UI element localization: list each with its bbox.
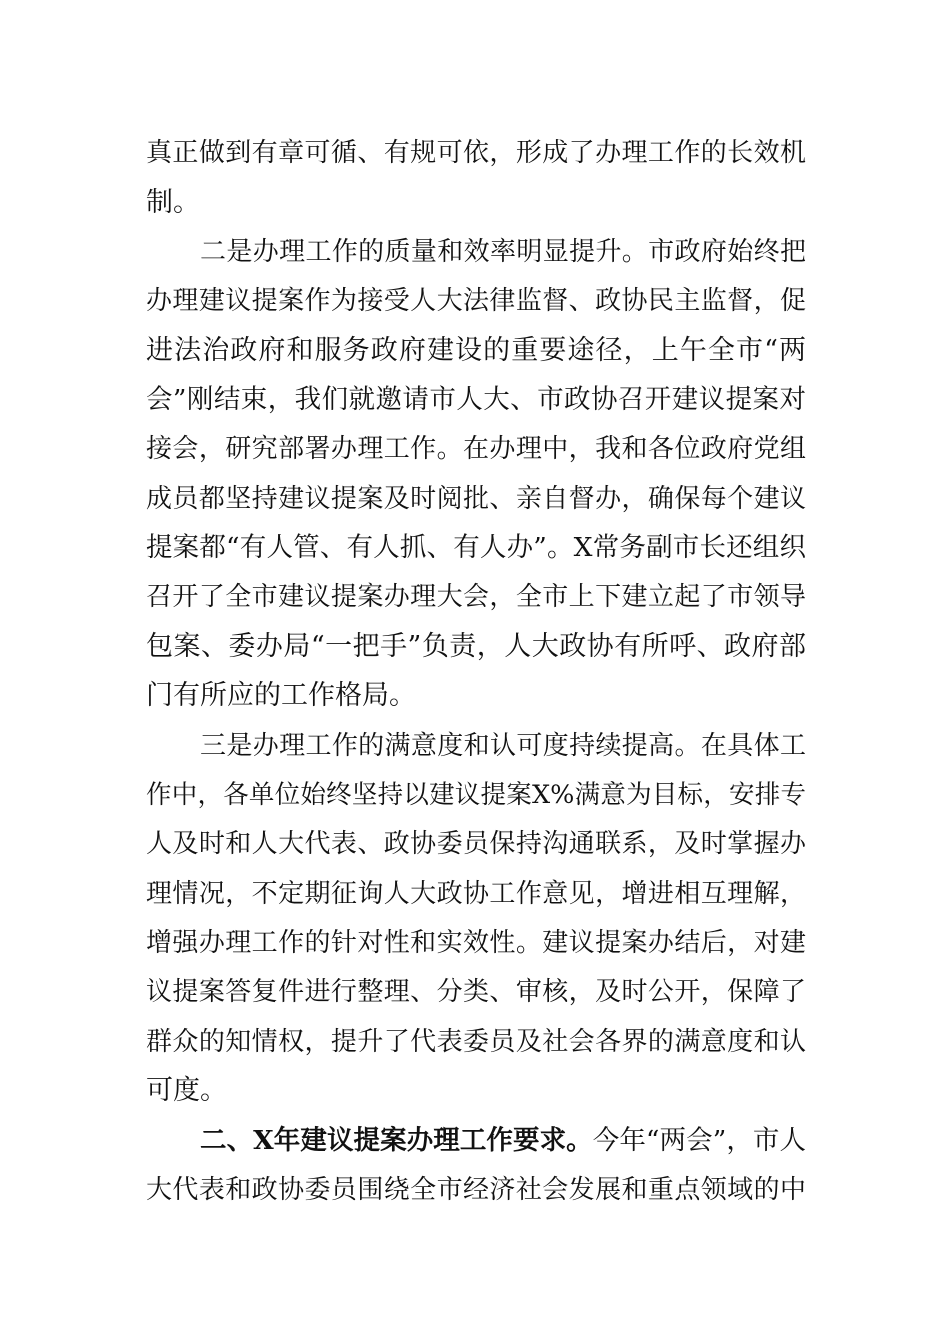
text-line: 提案都“有人管、有人抓、有人办”。X常务副市长还组织 [146, 532, 806, 563]
section-text: 今年“两会”，市人 [592, 1125, 806, 1156]
paragraph-heading-line: 二是办理工作的质量和效率明显提升。市政府始终把 [200, 237, 806, 267]
text-line: 成员都坚持建议提案及时阅批、亲自督办，确保每个建议 [146, 484, 806, 514]
text-line: 召开了全市建议提案办理大会，全市上下建立起了市领导 [146, 582, 806, 612]
text-line: 办理建议提案作为接受人大法律监督、政协民主监督，促 [146, 286, 806, 316]
section-heading-line [200, 1121, 806, 1161]
paragraph-heading-line: 三是办理工作的满意度和认可度持续提高。在具体工 [200, 731, 806, 761]
text-line: 进法治政府和服务政府建设的重要途径，上午全市“两 [146, 335, 806, 366]
text-line: 人及时和人大代表、政协委员保持沟通联系，及时掌握办 [146, 829, 806, 859]
text-line: 群众的知情权，提升了代表委员及社会各界的满意度和认 [146, 1027, 806, 1057]
text-line: 会”刚结束，我们就邀请市人大、市政协召开建议提案对 [146, 384, 806, 415]
text-line: 作中，各单位始终坚持以建议提案X%满意为目标，安排专 [146, 780, 806, 810]
section-heading: 二、X年建议提案办理工作要求。 [200, 1125, 593, 1156]
text-line: 议提案答复件进行整理、分类、审核，及时公开，保障了 [146, 977, 806, 1007]
text-line: 增强办理工作的针对性和实效性。建议提案办结后，对建 [146, 928, 806, 958]
text-line: 制。 [146, 187, 200, 218]
text-line: 包案、委办局“一把手”负责，人大政协有所呼、政府部 [146, 631, 806, 662]
text-line: 真正做到有章可循、有规可依，形成了办理工作的长效机 [146, 138, 806, 168]
text-line: 门有所应的工作格局。 [146, 680, 416, 711]
text-line: 大代表和政协委员围绕全市经济社会发展和重点领域的中 [146, 1175, 806, 1205]
text-line: 接会，研究部署办理工作。在办理中，我和各位政府党组 [146, 434, 806, 464]
text-line: 可度。 [146, 1075, 227, 1106]
text-line: 理情况，不定期征询人大政协工作意见，增进相互理解， [146, 879, 806, 909]
